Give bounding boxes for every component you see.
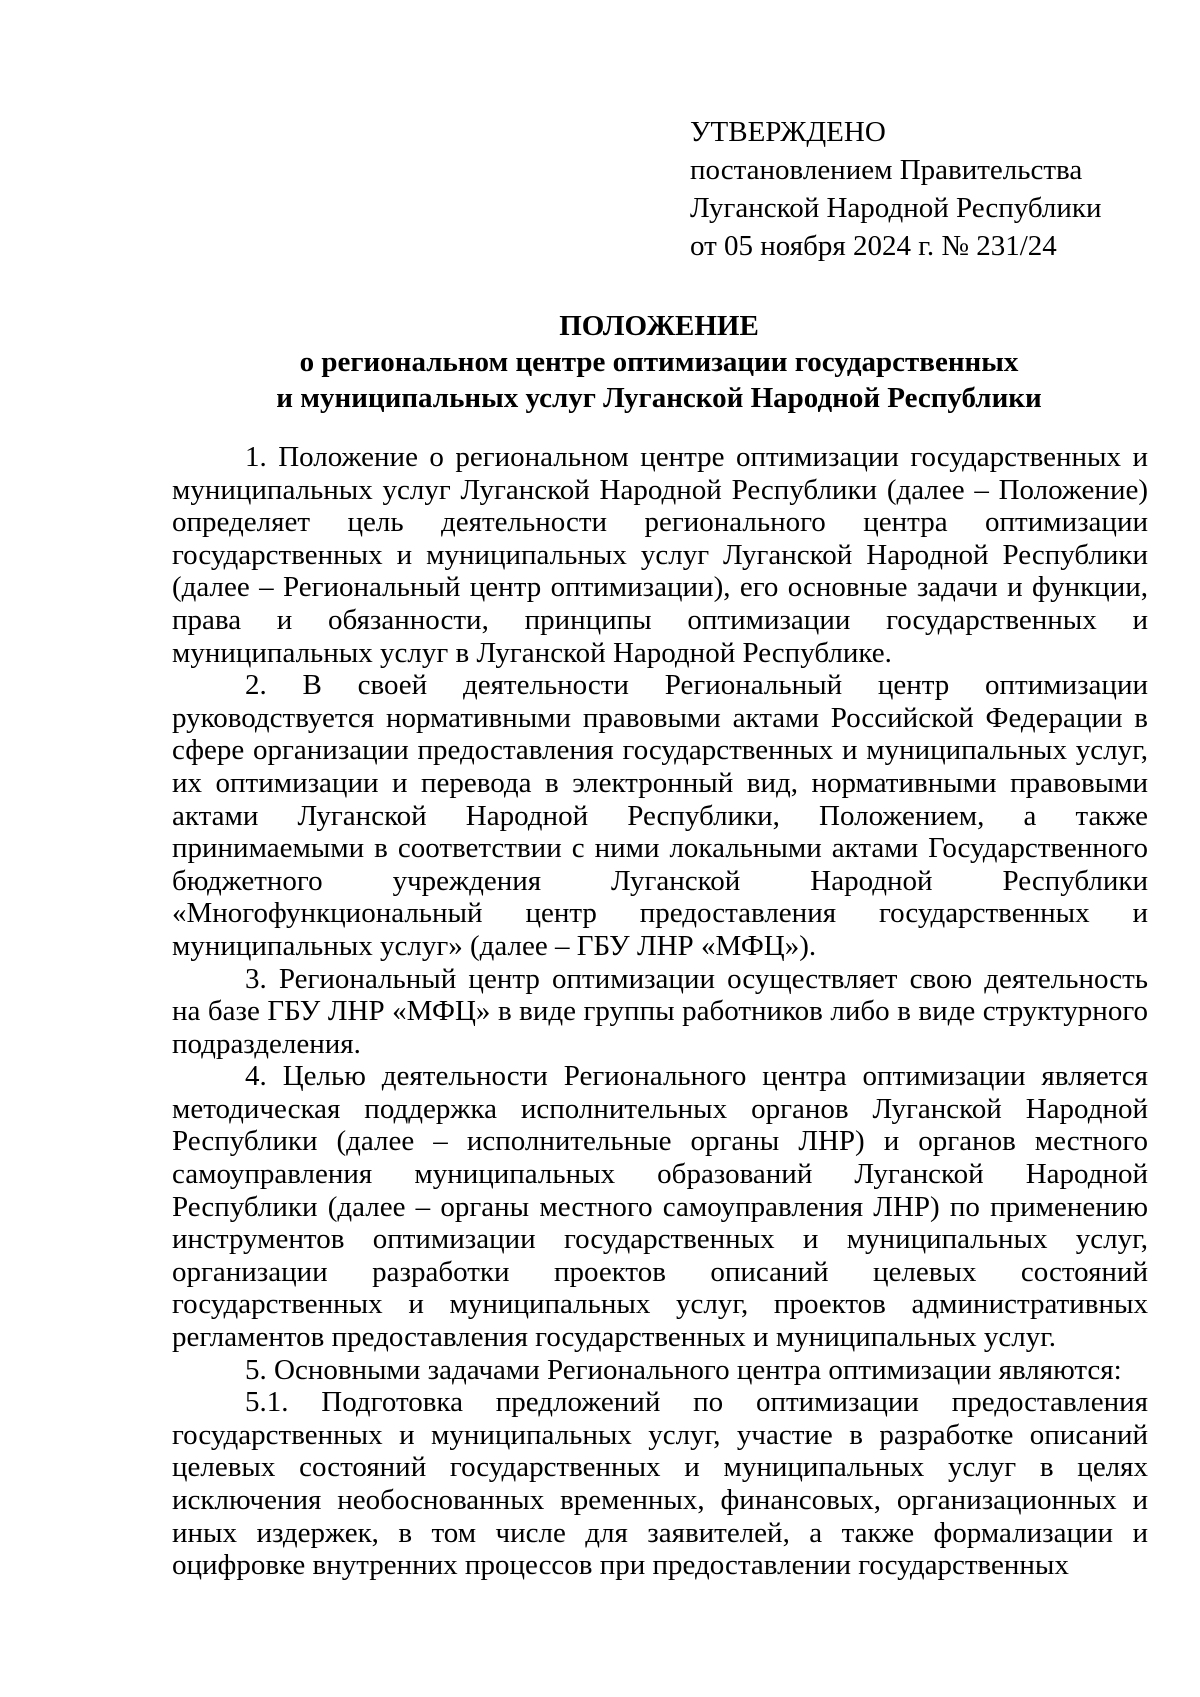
approval-decree: постановлением Правительства (690, 154, 1083, 186)
paragraph-5: 5. Основными задачами Регионального центра оптимизации являются: (245, 1353, 1122, 1386)
document-heading: ПОЛОЖЕНИЕ (559, 310, 759, 342)
paragraph-2: 2. В своей деятельности Региональный центр оптимизации руководствуется нормативными правовыми актами Российской Федерации в сфере организации предоставления государственных и муниципальных услуг, их оптимизации и перевода в электронный вид, нормативными правовыми актами Луганской Народной Республики, Положением, а также принимаемыми в соответствии с ними локальными актами Государственного бюджетного учреждения Луганской Народной Республики «Многофункциональный центр предоставления государственных и муниципальных услуг» (далее – ГБУ ЛНР «МФЦ»). (172, 669, 1148, 962)
document-body (172, 441, 1148, 1582)
paragraph-4: 4. Целью деятельности Регионального центра оптимизации является методическая поддержка исполнительных органов Луганской Народной Республики (далее – исполнительные органы ЛНР) и органов местного самоуправления муниципальных образований Луганской Народной Республики (далее – органы местного самоуправления ЛНР) по применению инструментов оптимизации государственных и муниципальных услуг, организации разработки проектов описаний целевых состояний государственных и муниципальных услуг, проектов административных регламентов предоставления государственных и муниципальных услуг. (172, 1060, 1148, 1354)
document-subtitle-line-2: и муниципальных услуг Луганской Народной Республики (276, 382, 1042, 414)
paragraph-3: 3. Региональный центр оптимизации осуществляет свою деятельность на базе ГБУ ЛНР «МФЦ» в виде группы работников либо в виде структурного подразделения. (172, 962, 1148, 1060)
approval-status: УТВЕРЖДЕНО (690, 116, 886, 148)
paragraph-1: 1. Положение о региональном центре оптимизации государственных и муниципальных услуг Луганской Народной Республики (далее – Положение) определяет цель деятельности регионального центра оптимизации государственных и муниципальных услуг Луганской Народной Республики (далее – Региональный центр оптимизации), его основные задачи и функции, права и обязанности, принципы оптимизации государственных и муниципальных услуг в Луганской Народной Республике. (172, 441, 1148, 669)
document-title (110, 308, 1200, 416)
approval-stamp (690, 113, 1170, 265)
approval-date-number: от 05 ноября 2024 г. № 231/24 (690, 230, 1057, 262)
paragraph-5-1: 5.1. Подготовка предложений по оптимизации предоставления государственных и муниципальных услуг, участие в разработке описаний целевых состояний государственных и муниципальных услуг в целях исключения необоснованных временных, финансовых, организационных и иных издержек, в том числе для заявителей, а также формализации и оцифровке внутренних процессов при предоставлении государственных (172, 1386, 1148, 1582)
document-subtitle-line-1: о региональном центре оптимизации государственных (299, 346, 1019, 378)
approval-authority: Луганской Народной Республики (690, 192, 1102, 224)
